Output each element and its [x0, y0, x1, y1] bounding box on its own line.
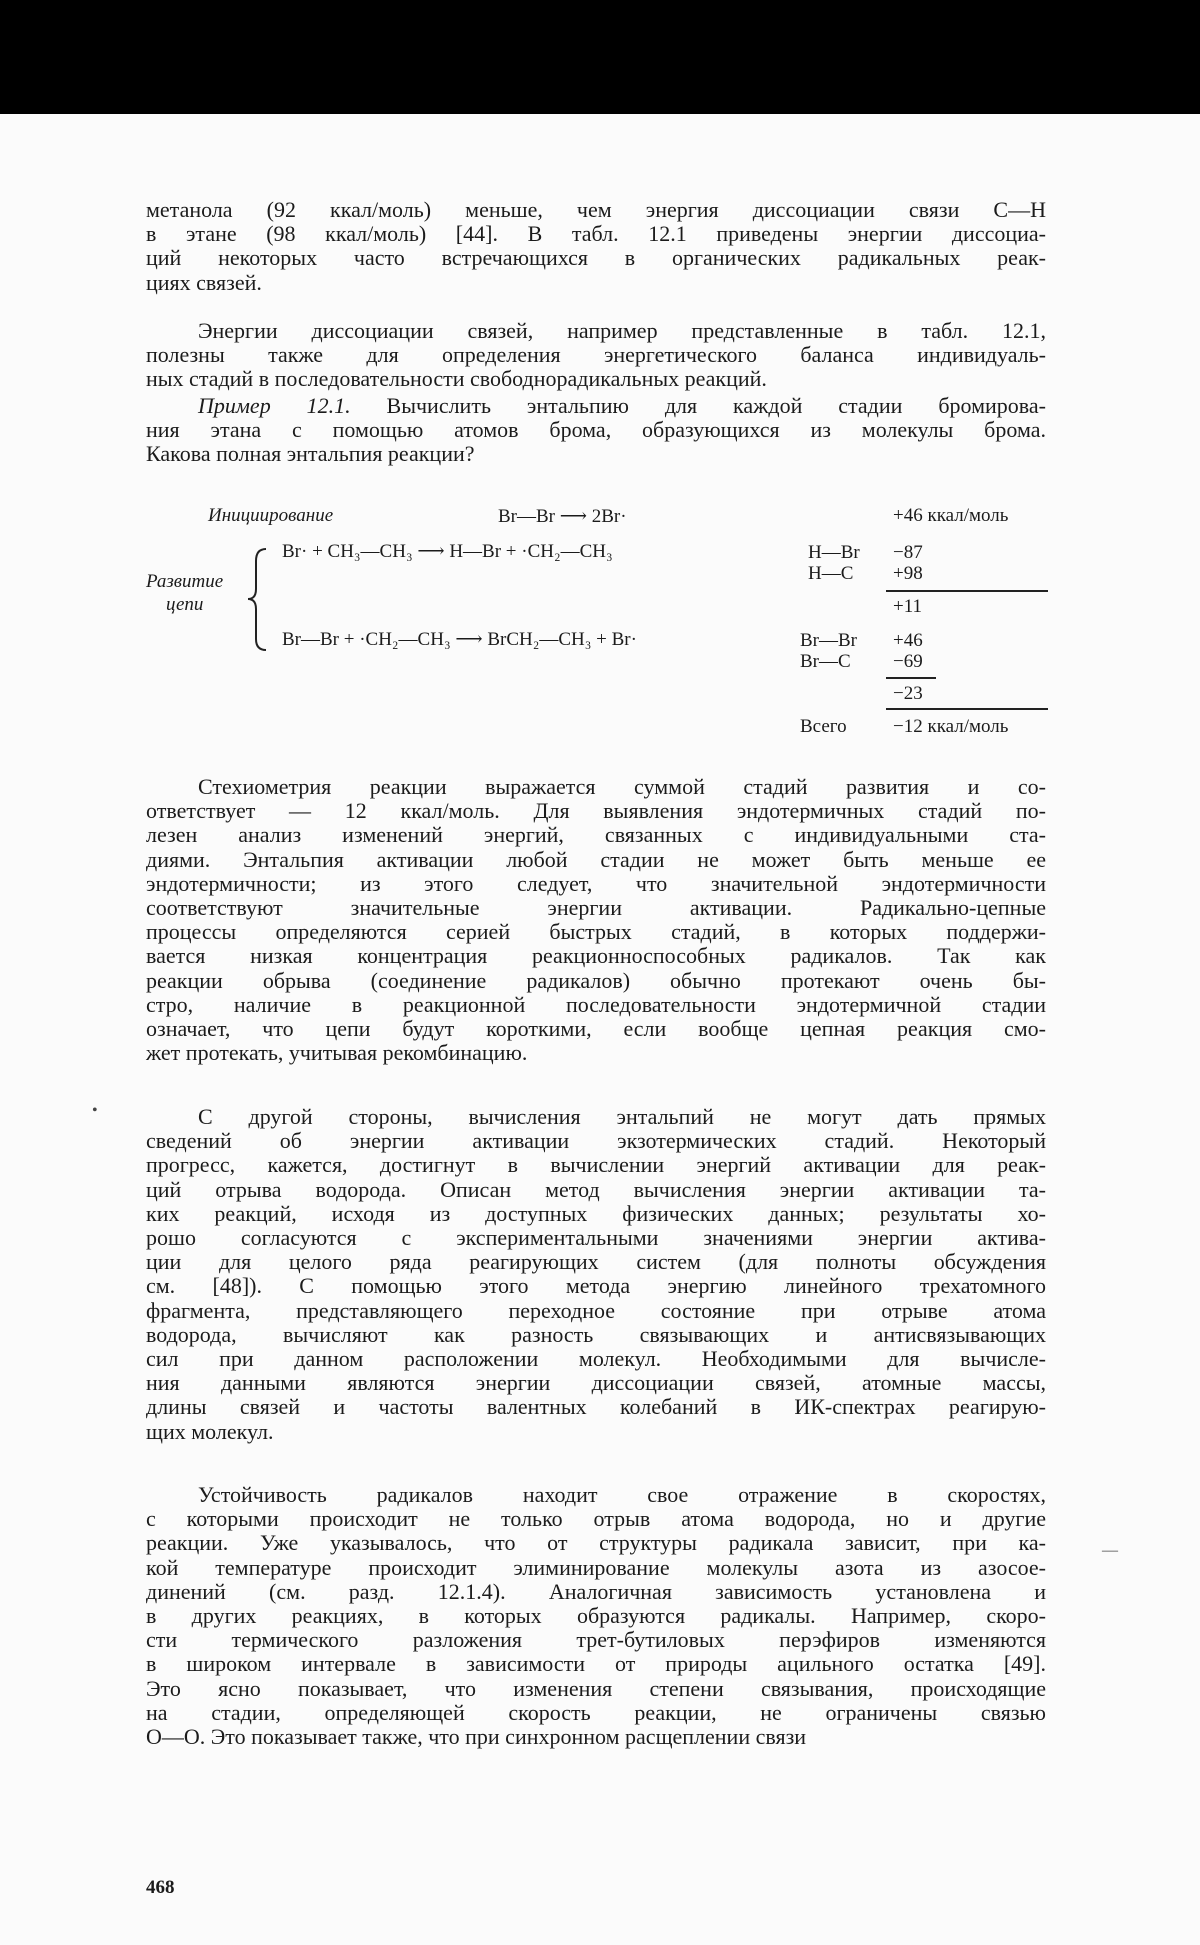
text-line: стро, наличие в реакционной последовательности эндотермичной стадии — [146, 991, 1046, 1017]
text-line: щих молекул. — [146, 1418, 274, 1444]
brace-icon — [246, 547, 270, 652]
page-number: 468 — [146, 1877, 175, 1898]
step2-value: +46 — [893, 630, 923, 651]
step2-value: −69 — [893, 651, 923, 672]
text-line: с которыми происходит не только отрыв атома водорода, но и другие — [146, 1506, 1046, 1532]
text-line: кой температуре происходит элиминирование молекулы азота из азосое- — [146, 1554, 1046, 1580]
text-line: процессы определяются серией быстрых стадий, в которых поддержи- — [146, 919, 1046, 945]
step2-sum: −23 — [893, 683, 923, 704]
example-paragraph — [146, 394, 1046, 467]
text-line: Стехиометрия реакции выражается суммой стадий развития и со- — [198, 774, 1046, 799]
text-line: ных стадий в последовательности свободнорадикальных реакций. — [146, 366, 767, 392]
text-line: полезны также для определения энергетического баланса индивидуаль- — [146, 342, 1046, 368]
total-label: Всего — [800, 716, 847, 737]
sum-rule — [886, 590, 1048, 592]
paragraph-5 — [146, 1483, 1046, 1749]
total-rule — [886, 708, 1048, 710]
text-line: Энергии диссоциации связей, например представленные в табл. 12.1, — [198, 318, 1046, 343]
step1-equation: Br· + CH₃—CH₃ ⟶ H—Br + ·CH₂—CH₃ — [282, 541, 613, 562]
scan-black-border — [0, 0, 1200, 114]
text-line: ких реакций, исходя из доступных физических данных; результаты хо- — [146, 1200, 1046, 1226]
text-line: реакции обрыва (соединение радикалов) обычно протекают очень бы- — [146, 967, 1046, 993]
text-line — [146, 394, 1046, 418]
text-line: ния этана с помощью атомов брома, образующихся из молекулы брома. — [146, 417, 1046, 443]
initiation-equation: Br—Br ⟶ 2Br· — [498, 506, 627, 527]
text-line: ния данными являются энергии диссоциации связей, атомные массы, — [146, 1370, 1046, 1396]
text-line: жет протекать, учитывая рекомбинацию. — [146, 1040, 528, 1066]
total-value: −12 ккал/моль — [893, 716, 1009, 737]
step1-bond: H—C — [808, 563, 854, 584]
initiation-label: Инициирование — [208, 505, 334, 526]
text-line: С другой стороны, вычисления энтальпий не могут дать прямых — [198, 1104, 1046, 1129]
text-line: Устойчивость радикалов находит свое отражение в скоростях, — [198, 1482, 1046, 1507]
text-line: см. [48]). С помощью этого метода энергию линейного трехатомного — [146, 1273, 1046, 1299]
text-line: циях связей. — [146, 269, 262, 295]
step1-sum: +11 — [893, 596, 923, 617]
sum-rule — [886, 677, 936, 679]
text-line: Какова полная энтальпия реакции? — [146, 441, 475, 467]
text-line: реакции. Уже указывалось, что от структуры радикала зависит, при ка- — [146, 1530, 1046, 1556]
text-line: ции для целого ряда реагирующих систем (для полноты обсуждения — [146, 1249, 1046, 1275]
paragraph-1 — [146, 198, 1046, 295]
text-line: означает, что цепи будут короткими, если вообще цепная реакция смо- — [146, 1016, 1046, 1042]
text-line: водорода, вычисляют как разность связывающих и антисвязывающих — [146, 1321, 1046, 1347]
text-line: метанола (92 ккал/моль) меньше, чем энергия диссоциации связи С—Н — [146, 197, 1046, 222]
paragraph-2 — [146, 319, 1046, 392]
propagation-label: цепи — [166, 594, 204, 615]
text-line: соответствуют значительные энергии активации. Радикально-цепные — [146, 895, 1046, 921]
step2-bond: Br—C — [800, 651, 851, 672]
initiation-value: +46 ккал/моль — [893, 505, 1009, 526]
scan-speck: • — [92, 1102, 98, 1119]
step2-bond: Br—Br — [800, 630, 857, 651]
text-line: в этане (98 ккал/моль) [44]. В табл. 12.1 приведены энергии диссоциа- — [146, 221, 1046, 247]
step1-value: +98 — [893, 563, 923, 584]
text-line: динений (см. разд. 12.1.4). Аналогичная зависимость установлена и — [146, 1578, 1046, 1604]
text-line: О—О. Это показывает также, что при синхронном расщеплении связи — [146, 1724, 807, 1750]
text-line: лезен анализ изменений энергий, связанных с индивидуальными ста- — [146, 822, 1046, 848]
step2-equation: Br—Br + ·CH₂—CH₃ ⟶ BrCH₂—CH₃ + Br· — [282, 629, 637, 650]
text-line: сил при данном расположении молекул. Необходимыми для вычисле- — [146, 1346, 1046, 1372]
text-line: ответствует — 12 ккал/моль. Для выявления эндотермичных стадий по- — [146, 798, 1046, 824]
scan-speck: — — [1102, 1542, 1118, 1559]
text-line: длины связей и частоты валентных колебаний в ИК-спектрах реагирую- — [146, 1394, 1046, 1420]
text-line: ций некоторых часто встречающихся в органических радикальных реак- — [146, 245, 1046, 271]
text-line: в других реакциях, в которых образуются радикалы. Например, скоро- — [146, 1603, 1046, 1629]
text-line: диями. Энтальпия активации любой стадии не может быть меньше ее — [146, 846, 1046, 872]
text-line: на стадии, определяющей скорость реакции, не ограничены связью — [146, 1699, 1046, 1725]
text-line: вается низкая концентрация реакционноспособных радикалов. Так как — [146, 943, 1046, 969]
text-line: Это ясно показывает, что изменения степени связывания, происходящие — [146, 1675, 1046, 1701]
text-line: рошо согласуются с экспериментальными значениями энергии актива- — [146, 1225, 1046, 1251]
text-line: ций отрыва водорода. Описан метод вычисления энергии активации та- — [146, 1176, 1046, 1202]
paragraph-3 — [146, 775, 1046, 1065]
paragraph-4 — [146, 1105, 1046, 1444]
text-line: сти термического разложения трет-бутиловых перэфиров изменяются — [146, 1627, 1046, 1653]
text-line: фрагмента, представляющего переходное состояние при отрыве атома — [146, 1297, 1046, 1323]
propagation-label: Развитие — [146, 571, 224, 592]
step1-bond: H—Br — [808, 542, 860, 563]
example-label: Пример 12.1. — [198, 393, 351, 418]
example-text: Вычислить энтальпию для каждой стадии бромирова- — [350, 393, 1046, 418]
text-line: в широком интервале в зависимости от природы ацильного остатка [49]. — [146, 1651, 1046, 1677]
text-line: эндотермичности; из этого следует, что значительной эндотермичности — [146, 870, 1046, 896]
step1-value: −87 — [893, 542, 923, 563]
text-line: сведений об энергии активации экзотермических стадий. Некоторый — [146, 1128, 1046, 1154]
text-line: прогресс, кажется, достигнут в вычислении энергий активации для реак- — [146, 1152, 1046, 1178]
